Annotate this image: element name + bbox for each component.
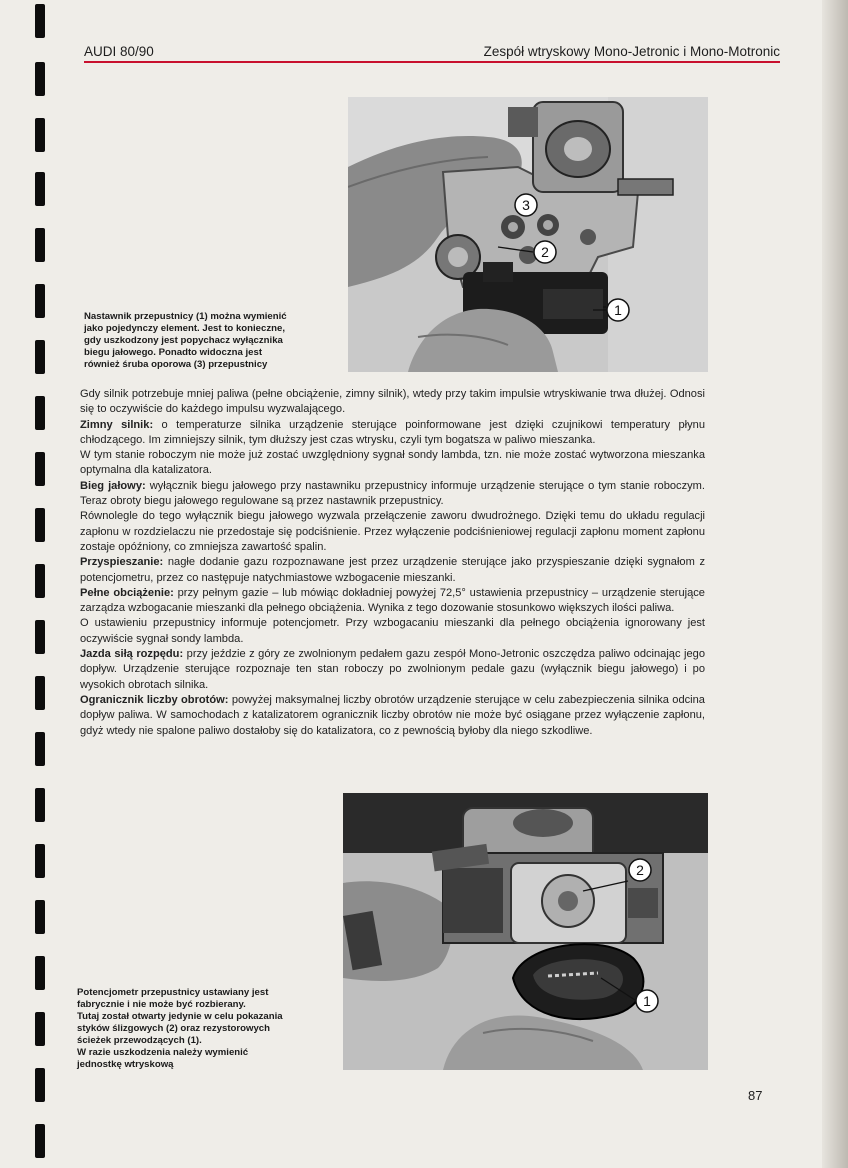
term-acceleration: Przyspieszanie: <box>80 556 164 569</box>
binding-hole <box>35 1012 45 1046</box>
callout-1: 1 <box>643 993 651 1009</box>
header-right: Zespół wtryskowy Mono-Jetronic i Mono-Motronic <box>483 44 780 59</box>
caption-line: fabrycznie i nie może być rozbierany. <box>77 999 246 1010</box>
binding-hole <box>35 732 45 766</box>
binding-hole <box>35 284 45 318</box>
term-coasting: Jazda siłą rozpędu: <box>80 648 184 661</box>
binding-hole <box>35 340 45 374</box>
binding-hole <box>35 118 45 152</box>
binding-hole <box>35 1068 45 1102</box>
header-rule <box>84 61 780 63</box>
callout-2: 2 <box>541 244 549 260</box>
paragraph-full-load: Pełne obciążenie: przy pełnym gazie – lub mówiąc dokładniej powyżej 72,5° ustawienia przepustnicy – urządzenie sterujące zarządza wzbogacanie mieszanki dla pełnego obciążenia. Wynika z tego dozowanie stosunkowo większych ilości paliwa. <box>80 586 705 615</box>
caption-line: ścieżek przewodzących (1). <box>77 1035 202 1046</box>
callout-3: 3 <box>522 197 530 213</box>
figure-throttle-potentiometer-photo <box>343 793 708 1070</box>
caption-line: gdy uszkodzony jest popychacz wyłącznika <box>84 335 283 346</box>
caption-line: Nastawnik przepustnicy (1) można wymienić <box>84 311 287 322</box>
binding-hole <box>35 452 45 486</box>
paragraph-rev-limiter: Ogranicznik liczby obrotów: powyżej maksymalnej liczby obrotów urządzenie sterujące w celu zabezpieczenia silnika odcina dopływ paliwa. W samochodach z katalizatorem ogranicznik liczby obrotów nie może być osiągane przez wyłączenie zapłonu, gdyż wtedy nie spalone paliwo dostałoby się do katalizatora, co z pewnością byłoby dla niego szkodliwe. <box>80 693 705 737</box>
binding-hole <box>35 62 45 96</box>
binding-hole <box>35 788 45 822</box>
callout-1: 1 <box>614 302 622 318</box>
body-text <box>80 387 705 739</box>
caption-line: styków ślizgowych (2) oraz rezystorowych <box>77 1023 270 1034</box>
paragraph: O ustawieniu przepustnicy informuje potencjometr. Przy wzbogacaniu mieszanki dla pełnego obciążenia ignorowany jest oczywiście sygnał sondy lambda. <box>80 617 705 645</box>
caption-line: Tutaj został otwarty jedynie w celu pokazania <box>77 1011 283 1022</box>
paragraph: Gdy silnik potrzebuje mniej paliwa (pełne obciążenie, zimny silnik), wtedy przy takim impulsie wtryskiwanie trwa dłużej. Odnosi się to oczywiście do każdego impulsu wyzwalającego. <box>80 388 705 416</box>
term-rev-limiter: Ogranicznik liczby obrotów: <box>80 693 229 706</box>
binding-hole <box>35 620 45 654</box>
caption-line: Potencjometr przepustnicy ustawiany jest <box>77 987 269 998</box>
page-number: 87 <box>748 1088 763 1103</box>
photo-throttle-actuator <box>348 97 708 372</box>
paragraph: Równolegle do tego wyłącznik biegu jałowego wyzwala przełączenie zaworu dwudrożnego. Dzięki temu do układu regulacji zapłonu w rozdzielaczu nie przedostaje się podciśnienie. Przez wyłączenie podciśnieniowej regulacji zapłonu moment zapłonu zostaje opóźniony, co zmniejsza zawartość spalin. <box>80 510 705 553</box>
photo-throttle-potentiometer <box>343 793 708 1070</box>
binding-hole <box>35 676 45 710</box>
paragraph-acceleration: Przyspieszanie: nagłe dodanie gazu rozpoznawane jest przez urządzenie sterujące jako przyspieszanie dzięki sygnałom z potencjometru, przez co następuje natychmiastowe wzbogacenie mieszanki. <box>80 556 705 584</box>
figure-throttle-actuator-photo <box>348 97 708 372</box>
term-cold-engine: Zimny silnik: <box>80 418 154 431</box>
figure1-caption <box>84 311 334 371</box>
binding-hole <box>35 172 45 206</box>
header-left: AUDI 80/90 <box>84 44 154 59</box>
binding-hole <box>35 396 45 430</box>
paragraph-coasting: Jazda siłą rozpędu: przy jeździe z góry ze zwolnionym pedałem gazu zespół Mono-Jetronic oszczędza paliwo odcinając jego dopływ. Urządzenie sterujące rozpoznaje ten stan roboczy po zwolnionym pedale gazu (wyłącznik biegu jałowego) i po wysokich obrotach silnika. <box>80 648 705 691</box>
figure2-caption <box>77 987 339 1071</box>
caption-line: biegu jałowego. Ponadto widoczna jest <box>84 347 263 358</box>
caption-line: również śruba oporowa (3) przepustnicy <box>84 359 268 370</box>
term-full-load: Pełne obciążenie: <box>80 586 174 599</box>
paragraph-cold-engine: Zimny silnik: o temperaturze silnika urządzenie sterujące poinformowane jest dzięki czujnikowi temperatury płynu chłodzącego. Im zimniejszy silnik, tym dłuższy jest czas wtrysku, czyli tym bogatsza w paliwo mieszanka. <box>80 418 705 446</box>
paragraph: W tym stanie roboczym nie może już zostać uwzględniony sygnał sondy lambda, tzn. nie może zostać wytworzona mieszanka optymalna dla katalizatora. <box>80 449 705 477</box>
binding-hole <box>35 844 45 878</box>
binding-hole <box>35 508 45 542</box>
binding-hole <box>35 564 45 598</box>
binding-hole <box>35 956 45 990</box>
binding-hole <box>35 228 45 262</box>
running-header <box>84 44 780 59</box>
spiral-binding <box>0 0 80 1168</box>
term-idle: Bieg jałowy: <box>80 479 146 492</box>
binding-hole <box>35 4 45 38</box>
caption-line: jednostkę wtryskową <box>77 1059 174 1070</box>
caption-line: W razie uszkodzenia należy wymienić <box>77 1047 249 1058</box>
page-edge-shadow <box>822 0 848 1168</box>
binding-hole <box>35 900 45 934</box>
caption-line: jako pojedynczy element. Jest to konieczne, <box>84 323 286 334</box>
callout-2: 2 <box>636 862 644 878</box>
paragraph-idle: Bieg jałowy: wyłącznik biegu jałowego przy nastawniku przepustnicy informuje urządzenie sterujące o tym stanie roboczym. Teraz obroty biegu jałowego regulowane są przez nastawnik przepustnicy. <box>80 479 705 508</box>
binding-hole <box>35 1124 45 1158</box>
